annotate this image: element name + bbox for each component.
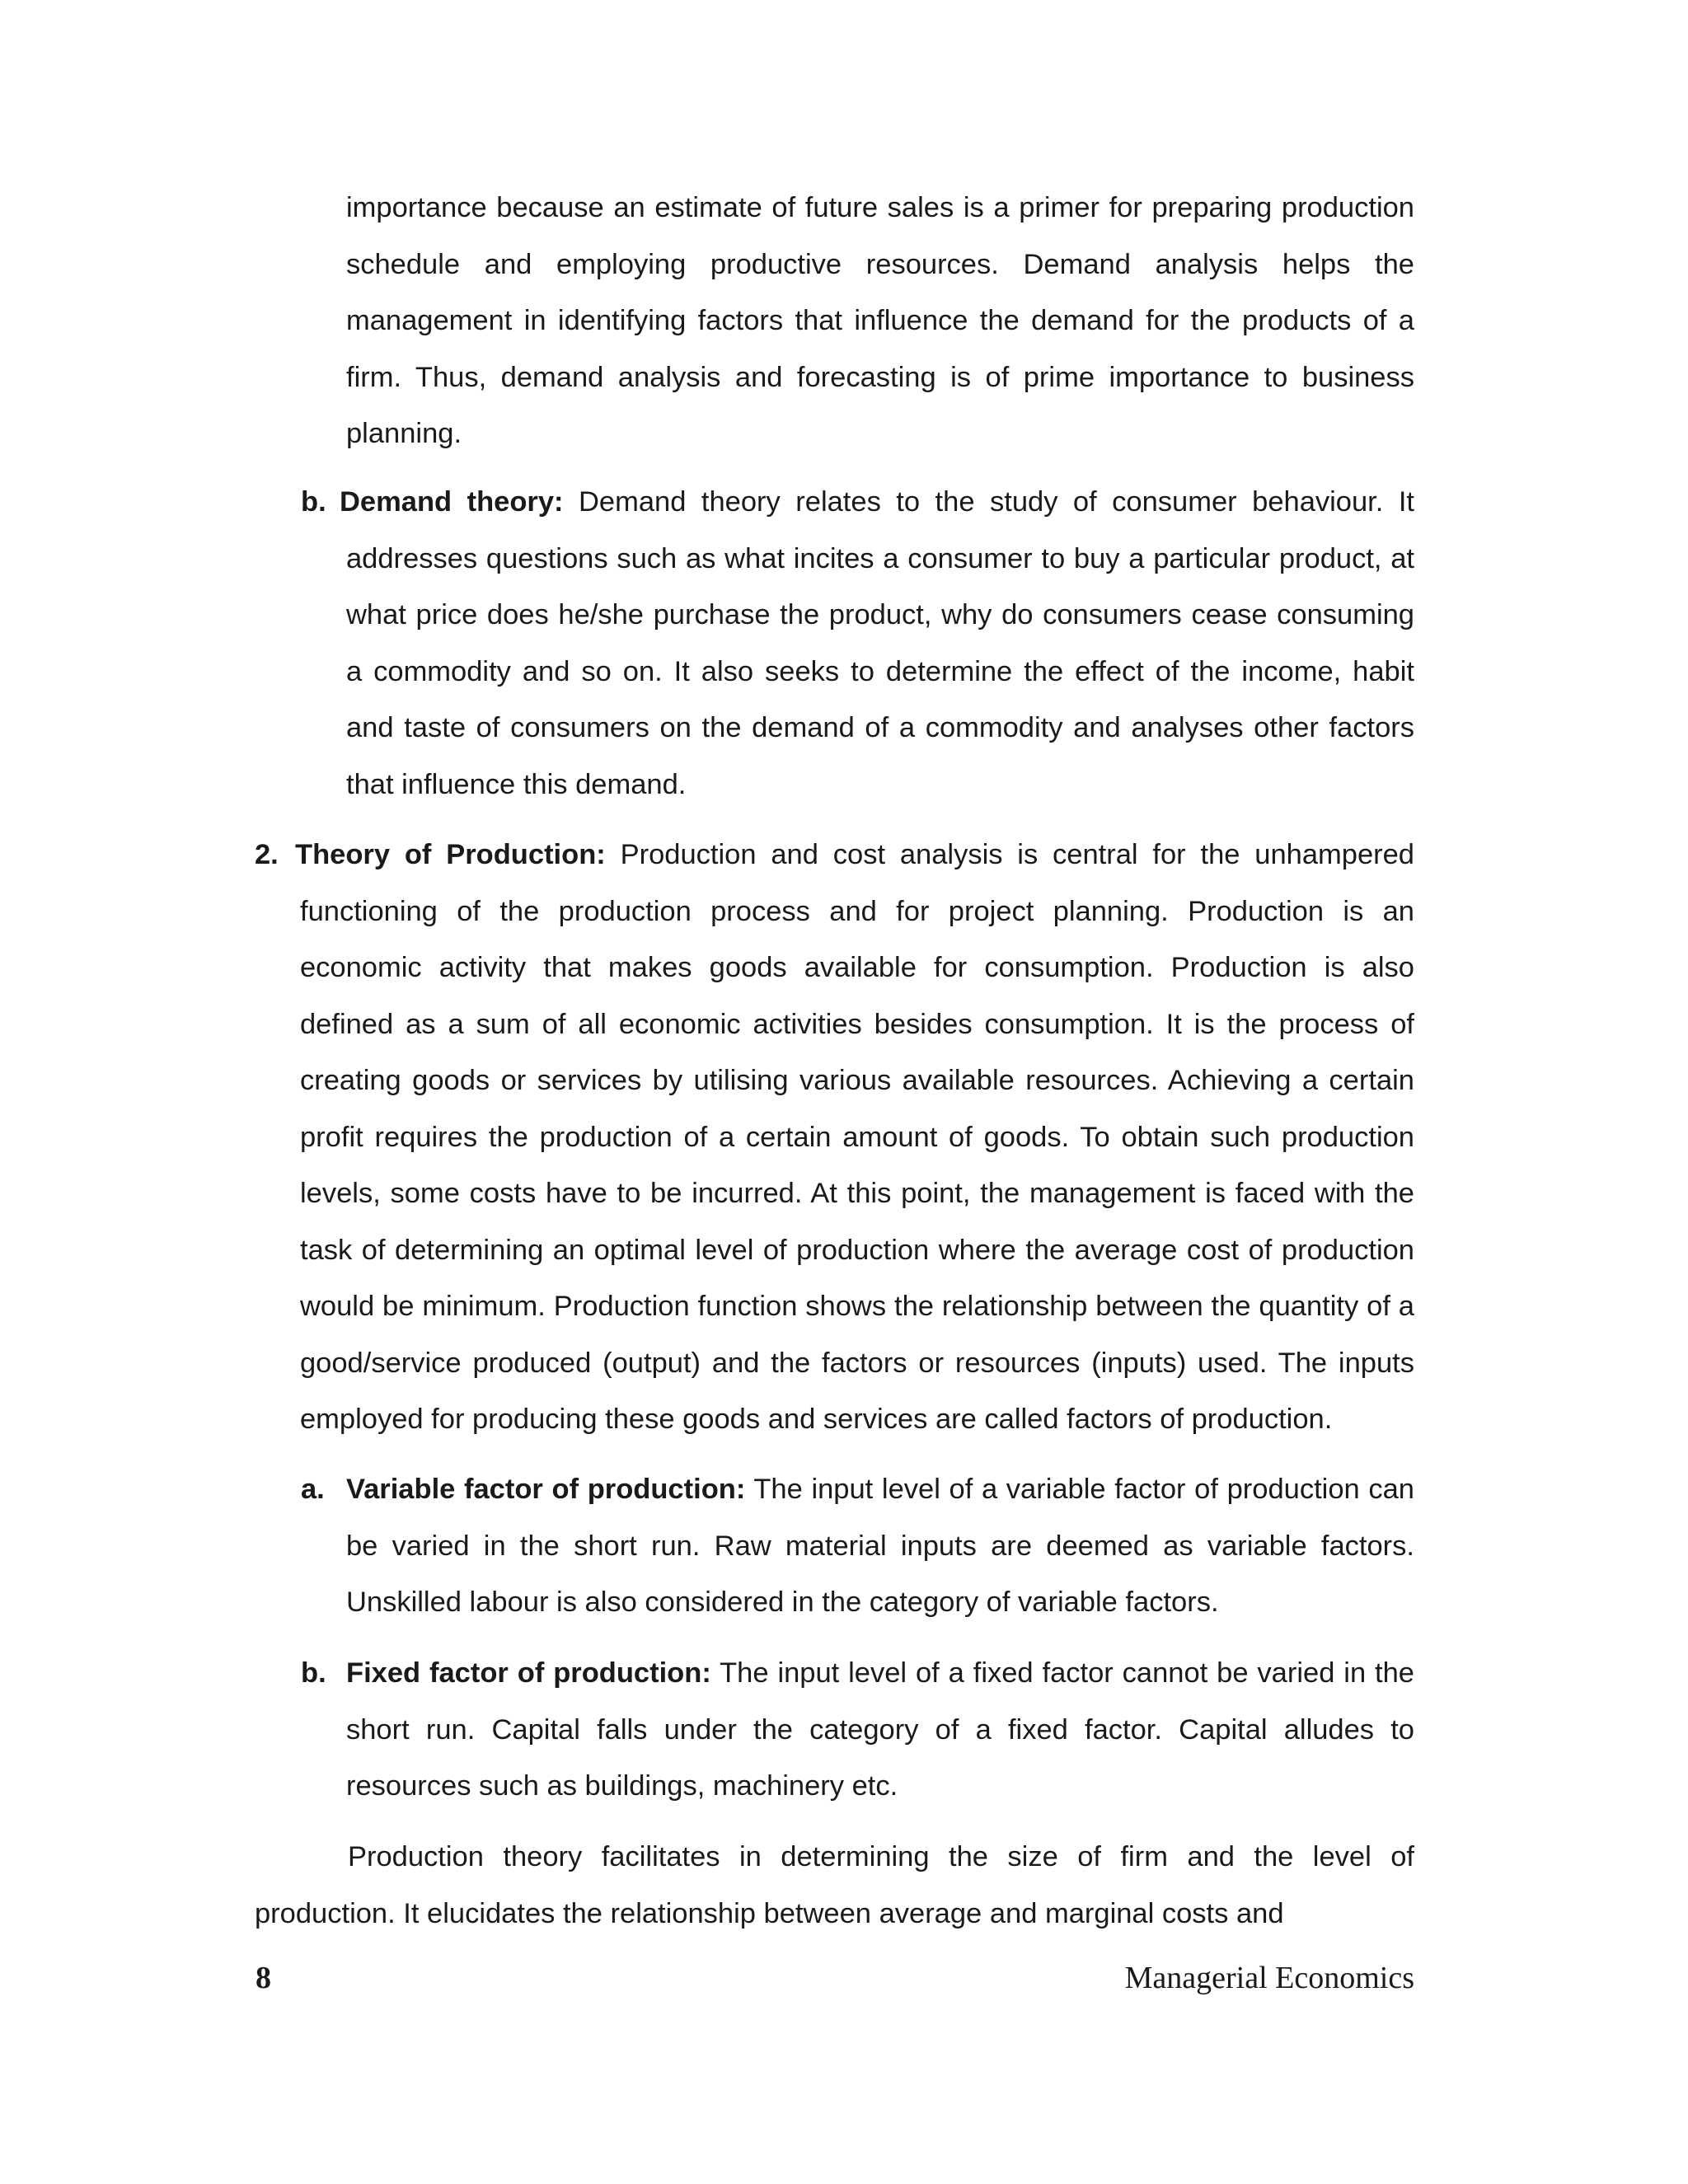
- demand-theory-marker: b.: [301, 486, 326, 518]
- demand-theory-text: Demand theory relates to the study of consumer behaviour. It addresses questions such as what incites a consumer to buy a particular product, at what price does he/she purchase the product, why do consumers cease consuming a commodity and so on. It also seeks to determine the effect of the income, habit and taste of consumers on the demand of a commodity and analyses other factors that influence this demand.: [346, 486, 1415, 800]
- closing-paragraph-text: Production theory facilitates in determining the size of firm and the level of production. It elucidates the relationship between average and marginal costs and: [255, 1841, 1414, 1929]
- intro-paragraph: importance because an estimate of future sales is a primer for preparing production schedule and employing productive resources. Demand analysis helps the management in identifying factors that influence the demand for the products of a firm. Thus, demand analysis and forecasting is of prime importance to business planning.: [346, 192, 1414, 449]
- demand-theory-paragraph: [340, 474, 1415, 813]
- variable-factor-marker: a.: [301, 1474, 325, 1505]
- variable-factor-heading: Variable factor of production:: [346, 1474, 746, 1505]
- fixed-factor-marker: b.: [301, 1657, 326, 1689]
- book-title: Managerial Economics: [1124, 1961, 1414, 1995]
- demand-theory-heading: Demand theory:: [340, 486, 564, 518]
- variable-factor-paragraph: [346, 1461, 1414, 1631]
- theory-of-production-text: Production and cost analysis is central for the unhampered functioning of the production process and for project planning. Production is an economic activity that makes goods available for consumption. Production is also defined as a sum of all economic activities besides consumption. It is the process of creating goods or services by utilising various available resources. Achieving a certain profit requires the production of a certain amount of goods. To obtain such production levels, some costs have to be incurred. At this point, the management is faced with the task of determining an optimal level of production where the average cost of production would be minimum. Production function shows the relationship between the quantity of a good/service produced (output) and the factors or resources (inputs) used. The inputs employed for producing these goods and services are called factors of production.: [300, 839, 1414, 1435]
- theory-of-production-marker: 2.: [255, 839, 279, 870]
- fixed-factor-heading: Fixed factor of production:: [346, 1657, 711, 1689]
- fixed-factor-text: The input level of a fixed factor cannot be varied in the short run. Capital falls under the category of a fixed factor. Capital alludes to resources such as buildings, machinery etc.: [346, 1657, 1414, 1802]
- theory-of-production-paragraph: [295, 827, 1414, 1448]
- fixed-factor-paragraph: [346, 1645, 1414, 1815]
- variable-factor-text: The input level of a variable factor of production can be varied in the short run. Raw material inputs are deemed as variable factors. Unskilled labour is also considered in the category of variable factors.: [346, 1474, 1414, 1618]
- closing-paragraph: [255, 1829, 1414, 1942]
- theory-of-production-heading: Theory of Production:: [295, 839, 606, 870]
- page-number: 8: [256, 1961, 271, 1995]
